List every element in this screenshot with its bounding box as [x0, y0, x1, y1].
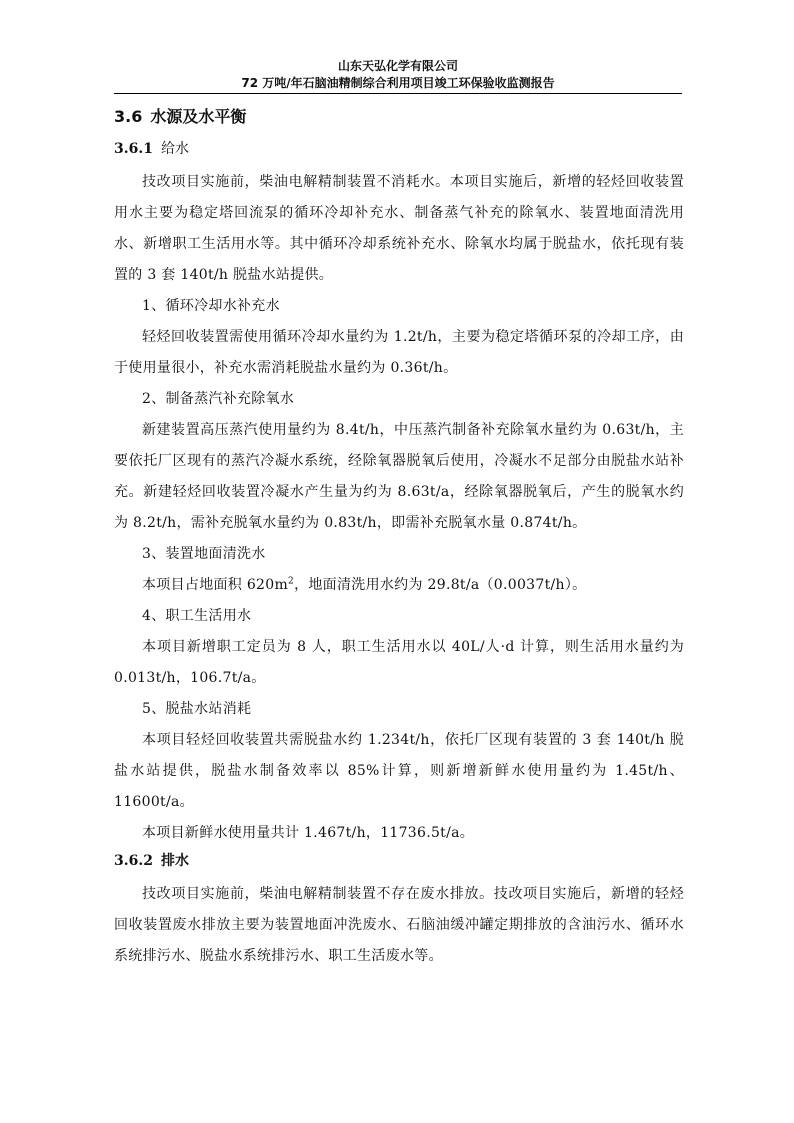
item-heading: 2、制备蒸汽补充除氧水 — [142, 391, 295, 407]
report-title: 72 万吨/年石脑油精制综合利用项目竣工环保验收监测报告 — [241, 76, 555, 90]
subsection-number: 3.6.2 — [114, 853, 153, 869]
text-segment: ，地面清洗用水约为 29.8t/a（0.0037t/h）。 — [294, 577, 587, 593]
paragraph-drainage: 技改项目实施前，柴油电解精制装置不存在废水排放。技改项目实施后，新增的轻烃回收装置废水排放主要为装置地面冲洗废水、石脑油缓冲罐定期排放的含油污水、循环水系统排污水、脱盐水系统排污水、职工生活废水等。 — [114, 886, 684, 964]
subsection-title: 排水 — [160, 853, 189, 869]
subsection-heading-drainage — [114, 851, 684, 871]
company-name: 山东天弘化学有限公司 — [337, 59, 458, 73]
subsection-heading-supply — [114, 139, 684, 159]
item-heading: 4、职工生活用水 — [142, 608, 252, 624]
paragraph-supply-intro: 技改项目实施前，柴油电解精制装置不消耗水。本项目实施后，新增的轻烃回收装置用水主要为稳定塔回流泵的循环冷却补充水、制备蒸气补充的除氧水、装置地面清洗用水、新增职工生活用水等。其中循环冷却系统补充水、除氧水均属于脱盐水，依托现有装置的 3 套 140t/h 脱盐水站提供。 — [114, 174, 684, 283]
item-heading: 5、脱盐水站消耗 — [142, 701, 252, 717]
paragraph: 新建装置高压蒸汽使用量约为 8.4t/h，中压蒸汽制备补充除氧水量约为 0.63t/h，主要依托厂区现有的蒸汽冷凝水系统，经除氧器脱氧后使用，冷凝水不足部分由脱盐水站补充。新建轻烃回收装置冷凝水产生量为约为 8.63t/a，经除氧器脱氧后，产生的脱氧水约为 8.2t/h，需补充脱氧水量约为 0.83t/h，即需补充脱氧水量 0.874t/h。 — [114, 422, 684, 531]
header-divider — [114, 93, 682, 94]
paragraph: 轻烃回收装置需使用循环冷却水量约为 1.2t/h，主要为稳定塔循环泵的冷却工序，由于使用量很小，补充水需消耗脱盐水量约为 0.36t/h。 — [114, 329, 684, 376]
item-heading: 3、装置地面清洗水 — [142, 546, 266, 562]
paragraph: 本项目轻烃回收装置共需脱盐水约 1.234t/h，依托厂区现有装置的 3 套 140t/h 脱盐水站提供，脱盐水制备效率以 85%计算，则新增新鲜水使用量约为 1.45t/h、11600t/a。 — [114, 732, 684, 810]
text-segment: 本项目占地面积 620m — [142, 577, 289, 593]
item-heading: 1、循环冷却水补充水 — [142, 298, 280, 314]
paragraph-total: 本项目新鲜水使用量共计 1.467t/h，11736.5t/a。 — [142, 825, 475, 841]
subsection-number: 3.6.1 — [114, 141, 153, 157]
paragraph: 本项目新增职工定员为 8 人，职工生活用水以 40L/人·d 计算，则生活用水量约为 0.013t/h，106.7t/a。 — [114, 639, 684, 686]
paragraph-floor-cleaning — [114, 570, 684, 601]
section-title: 水源及水平衡 — [150, 107, 247, 126]
subsection-title: 给水 — [160, 141, 189, 157]
page-header — [114, 58, 682, 92]
section-number: 3.6 — [114, 107, 143, 126]
page-content — [114, 100, 684, 972]
superscript: 2 — [288, 576, 295, 587]
section-heading — [114, 105, 684, 129]
